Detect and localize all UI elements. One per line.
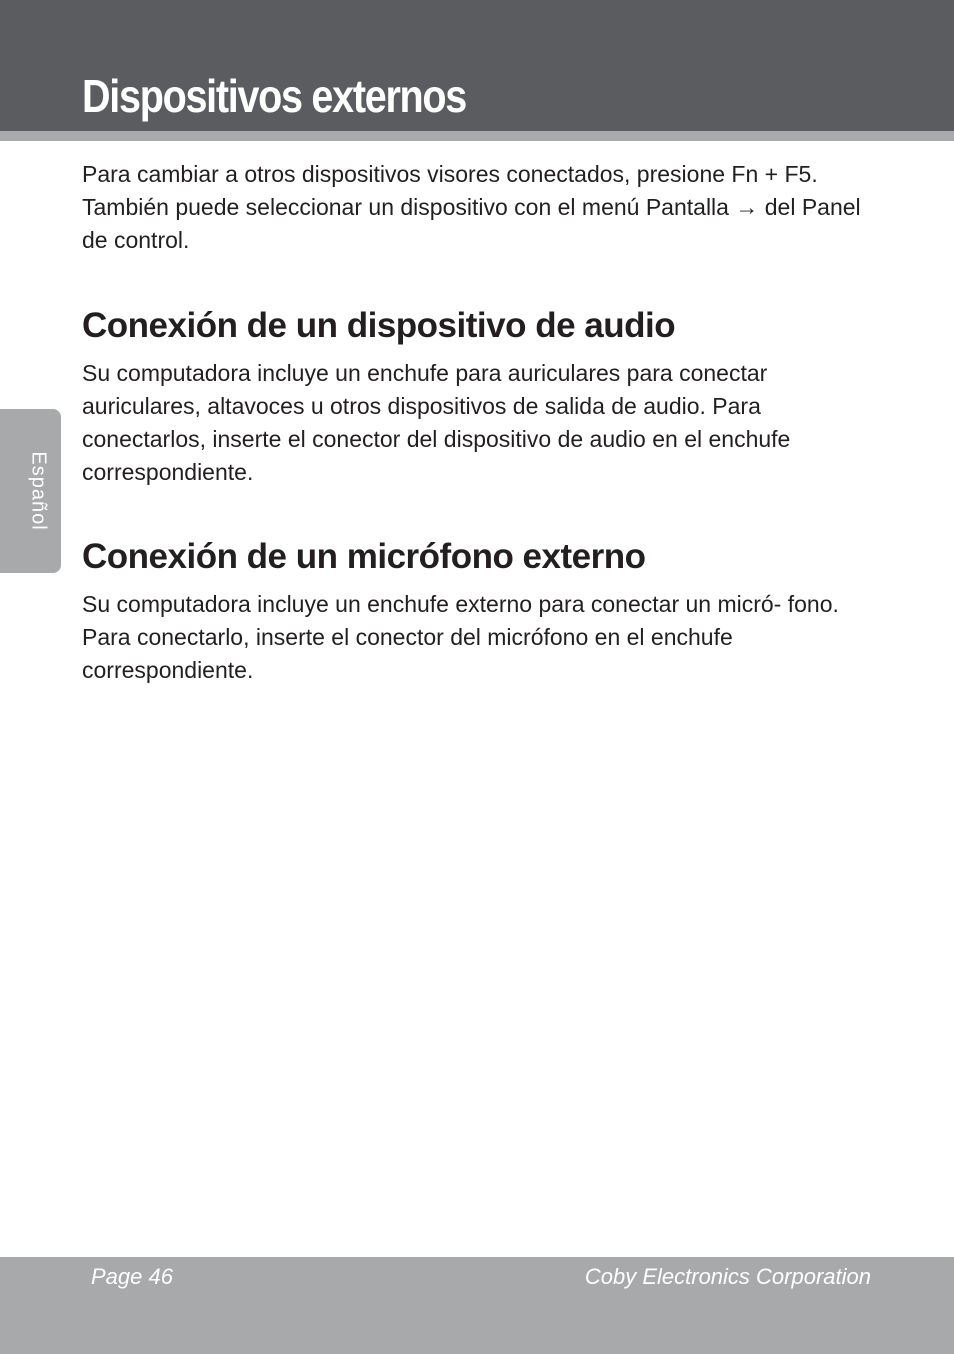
footer-page-number: Page 46 [91, 1264, 173, 1289]
section-body-microphone: Su computadora incluye un enchufe externo para conectar un micró- fono. Para conectarlo, inserte el conector del micrófono en el enchufe correspondiente. [82, 591, 839, 683]
section-body-audio: Su computadora incluye un enchufe para auriculares para conectar auriculares, altavoces u otros dispositivos de salida de audio. Para conectarlos, inserte el conector del dispositivo de audio en el enchufe correspondiente. [82, 360, 791, 485]
footer-company-name: Coby Electronics Corporation [584, 1264, 871, 1289]
language-tab-label: Español [27, 451, 50, 531]
header-divider [0, 131, 954, 141]
intro-paragraph: Para cambiar a otros dispositivos visores conectados, presione Fn + F5. También puede seleccionar un dispositivo con el menú Pantalla → del Panel de control. [82, 161, 861, 253]
section-heading-microphone: Conexión de un micrófono externo [82, 537, 646, 576]
section-heading-audio: Conexión de un dispositivo de audio [82, 306, 676, 345]
page-title: Dispositivos externos [82, 70, 467, 122]
